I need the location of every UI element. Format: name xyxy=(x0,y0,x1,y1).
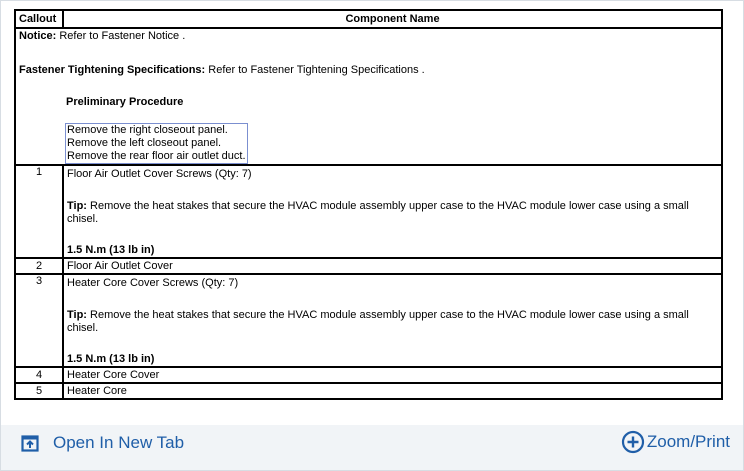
component-name: Heater Core xyxy=(63,383,722,399)
component-name: Floor Air Outlet Cover Screws (Qty: 7) xyxy=(67,168,252,180)
component-cell xyxy=(63,165,722,258)
list-item: Remove the rear floor air outlet duct. xyxy=(67,150,246,162)
header-component-name: Component Name xyxy=(63,10,722,28)
tip-body: Remove the heat stakes that secure the HVAC module assembly upper case to the HVAC module lower case using a small chisel. xyxy=(67,309,689,334)
component-name: Heater Core Cover xyxy=(63,367,722,383)
list-item: Remove the right closeout panel. xyxy=(67,124,228,136)
zoom-print-label: Zoom/Print xyxy=(646,432,730,451)
intro-cell xyxy=(15,28,722,165)
open-in-new-tab-icon xyxy=(21,435,39,452)
table-row xyxy=(15,367,722,383)
spec-label: Fastener Tightening Specifications: xyxy=(19,64,206,76)
table-row xyxy=(15,165,722,258)
callout-number: 5 xyxy=(15,383,63,399)
zoom-plus-icon xyxy=(621,430,645,454)
component-name: Heater Core Cover Screws (Qty: 7) xyxy=(67,277,239,289)
preliminary-steps-list xyxy=(65,123,248,164)
tip-label: Tip: xyxy=(67,200,87,212)
list-item: Remove the left closeout panel. xyxy=(67,137,222,149)
footer-bar xyxy=(1,425,743,470)
procedure-table xyxy=(14,9,723,400)
open-in-new-tab-label: Open In New Tab xyxy=(53,433,185,452)
tip-text xyxy=(67,200,718,226)
open-in-new-tab-link[interactable] xyxy=(21,433,184,453)
tip-label: Tip: xyxy=(67,309,87,321)
intro-row xyxy=(15,28,722,165)
spec-text: Refer to Fastener Tightening Specifications . xyxy=(205,64,425,76)
callout-number: 3 xyxy=(15,274,63,367)
callout-number: 2 xyxy=(15,258,63,274)
callout-number: 1 xyxy=(15,165,63,258)
table-row xyxy=(15,383,722,399)
spec-line xyxy=(19,63,718,77)
tip-body: Remove the heat stakes that secure the HVAC module assembly upper case to the HVAC module lower case using a small chisel. xyxy=(67,200,689,225)
notice-text: Refer to Fastener Notice . xyxy=(56,30,186,42)
component-name: Floor Air Outlet Cover xyxy=(63,258,722,274)
header-callout: Callout xyxy=(15,10,63,28)
component-cell xyxy=(63,274,722,367)
notice-label: Notice: xyxy=(19,30,57,42)
callout-number: 4 xyxy=(15,367,63,383)
tip-text xyxy=(67,309,718,335)
preliminary-procedure-title: Preliminary Procedure xyxy=(66,96,184,108)
table-row xyxy=(15,258,722,274)
table-header-row xyxy=(15,10,722,28)
zoom-print-link[interactable] xyxy=(621,430,730,454)
torque-value: 1.5 N.m (13 lb in) xyxy=(67,244,155,256)
torque-value: 1.5 N.m (13 lb in) xyxy=(67,353,155,365)
notice-line xyxy=(19,29,718,43)
table-row xyxy=(15,274,722,367)
